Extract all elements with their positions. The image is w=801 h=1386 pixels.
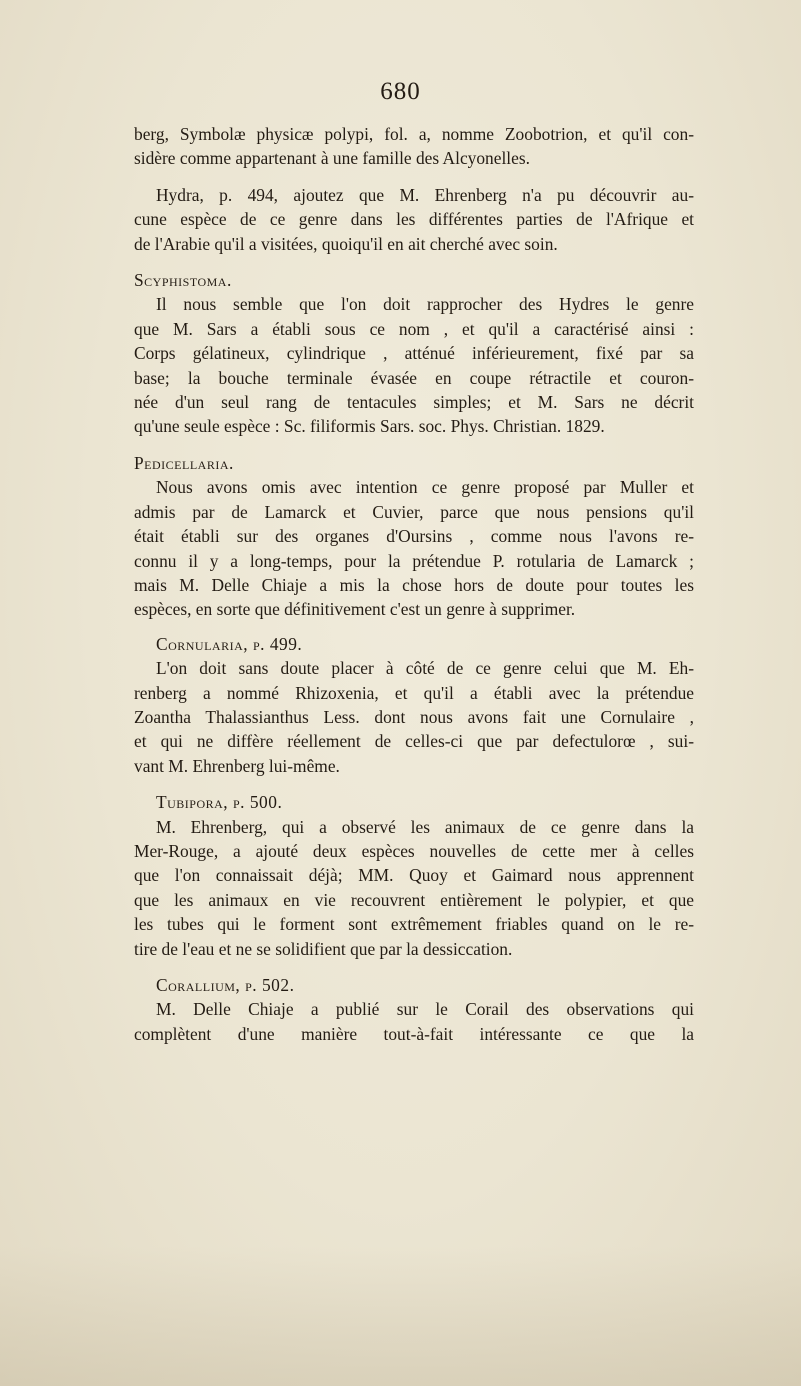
page-shadow bbox=[0, 1246, 801, 1386]
text-line: L'on doit sans doute placer à côté de ce genre celui que M. Eh- bbox=[156, 658, 694, 679]
paragraph-hydra bbox=[134, 183, 694, 207]
text-line: que l'on connaissait déjà; MM. Quoy et Gaimard nous apprennent bbox=[134, 865, 694, 886]
text-line: que M. Sars a établi sous ce nom , et qu'il a caractérisé ainsi : bbox=[134, 318, 694, 339]
heading-tubipora bbox=[134, 790, 694, 814]
text-line: vant M. Ehrenberg lui-même. bbox=[134, 755, 340, 776]
text-line: admis par de Lamarck et Cuvier, parce que nous pensions qu'il bbox=[134, 501, 694, 522]
text-line: Corps gélatineux, cylindrique , atténué inférieurement, fixé par sa bbox=[134, 343, 694, 364]
text-line: Il nous semble que l'on doit rapprocher des Hydres le genre bbox=[156, 294, 694, 315]
paragraph-scyphistoma bbox=[134, 292, 694, 316]
heading-scyphistoma bbox=[134, 268, 694, 292]
text-line: que les animaux en vie recouvrent entièrement le polypier, et que bbox=[134, 889, 694, 910]
section-heading: Corallium, p. 502. bbox=[156, 975, 295, 995]
text-line: Zoantha Thalassianthus Less. dont nous avons fait une Cornulaire , bbox=[134, 706, 694, 727]
text-line: complètent d'une manière tout-à-fait intéressante ce que la bbox=[134, 1023, 694, 1044]
text-line: M. Delle Chiaje a publié sur le Corail des observations qui bbox=[156, 999, 694, 1020]
text-line: était établi sur des organes d'Oursins , comme nous l'avons re- bbox=[134, 526, 694, 547]
page-number: 680 bbox=[380, 78, 421, 105]
heading-corallium bbox=[134, 973, 694, 997]
paragraph-corallium-cont bbox=[134, 1022, 694, 1046]
paragraph-tubipora-cont bbox=[134, 839, 694, 961]
paragraph-scyphistoma-cont bbox=[134, 317, 694, 439]
text-line: mais M. Delle Chiaje a mis la chose hors de doute pour toutes les bbox=[134, 574, 694, 595]
text-line: née d'un seul rang de tentacules simples; et M. Sars ne décrit bbox=[134, 392, 694, 413]
text-line: renberg a nommé Rhizoxenia, et qu'il a établi avec la prétendue bbox=[134, 682, 694, 703]
paragraph-tubipora bbox=[134, 815, 694, 839]
body-text bbox=[134, 122, 694, 1046]
heading-cornularia bbox=[134, 632, 694, 656]
section-heading: Cornularia, p. 499. bbox=[156, 633, 303, 654]
text-line: les tubes qui le forment sont extrêmement friables quand on le re- bbox=[134, 914, 694, 935]
text-line: tire de l'eau et ne se solidifient que par la dessiccation. bbox=[134, 938, 513, 959]
text-line: Hydra, p. 494, ajoutez que M. Ehrenberg n'a pu découvrir au- bbox=[156, 184, 694, 205]
text-line: cune espèce de ce genre dans les différentes parties de l'Afrique et bbox=[134, 209, 694, 230]
text-line: de l'Arabie qu'il a visitées, quoiqu'il en ait cherché avec soin. bbox=[134, 233, 558, 254]
paragraph-cornularia-cont bbox=[134, 681, 694, 779]
paragraph-hydra-cont bbox=[134, 207, 694, 256]
paragraph-corallium bbox=[134, 997, 694, 1021]
text-line: berg, Symbolæ physicæ polypi, fol. a, nomme Zoobotrion, et qu'il con- bbox=[134, 124, 694, 144]
section-heading: Pedicellaria. bbox=[134, 452, 234, 473]
text-line: et qui ne diffère réellement de celles-ci que par defectulorœ , sui- bbox=[134, 731, 694, 752]
paragraph-zoobotrion bbox=[134, 122, 694, 171]
text-line: sidère comme appartenant à une famille des Alcyonelles. bbox=[134, 148, 530, 169]
text-line: Nous avons omis avec intention ce genre proposé par Muller et bbox=[156, 477, 694, 498]
paragraph-cornularia bbox=[134, 656, 694, 680]
paragraph-pedicellaria-cont bbox=[134, 500, 694, 622]
text-line: connu il y a long-temps, pour la prétendue P. rotularia de Lamarck ; bbox=[134, 550, 694, 571]
text-line: Mer-Rouge, a ajouté deux espèces nouvelles de cette mer à celles bbox=[134, 840, 694, 861]
paragraph-pedicellaria bbox=[134, 475, 694, 499]
text-line: base; la bouche terminale évasée en coupe rétractile et couron- bbox=[134, 367, 694, 388]
section-heading: Scyphistoma. bbox=[134, 270, 232, 291]
text-line: espèces, en sorte que définitivement c'est un genre à supprimer. bbox=[134, 599, 576, 620]
text-line: qu'une seule espèce : Sc. filiformis Sars. soc. Phys. Christian. 1829. bbox=[134, 416, 605, 437]
section-heading: Tubipora, p. 500. bbox=[156, 792, 283, 813]
text-line: M. Ehrenberg, qui a observé les animaux de ce genre dans la bbox=[156, 816, 694, 837]
heading-pedicellaria bbox=[134, 451, 694, 475]
